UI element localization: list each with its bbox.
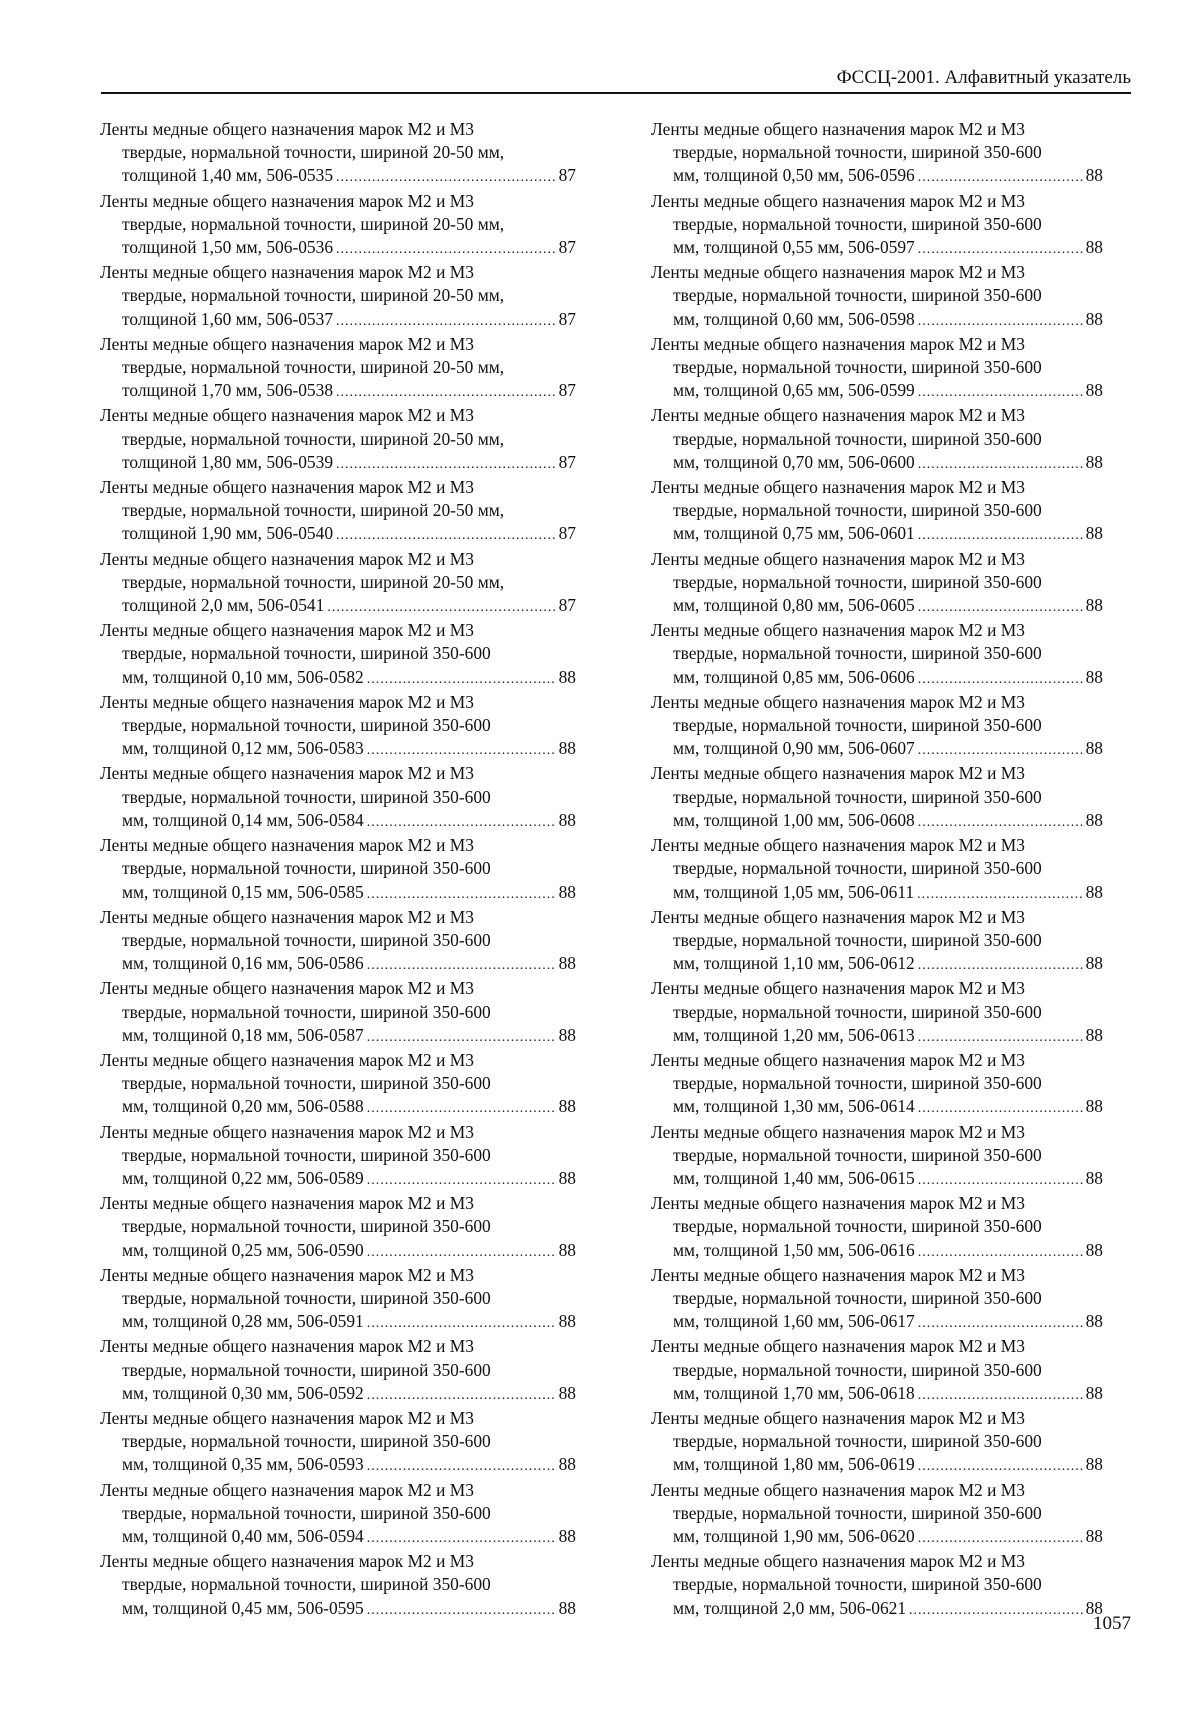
entry-last-line bbox=[100, 666, 576, 691]
entry-last-line bbox=[100, 1453, 576, 1478]
entry-page-ref: 88 bbox=[558, 738, 576, 759]
dot-leader bbox=[336, 166, 556, 189]
index-entry bbox=[651, 834, 1103, 906]
index-entry bbox=[651, 190, 1103, 262]
index-entry bbox=[100, 190, 576, 262]
entry-text-line: мм, толщиной 0,22 мм, 506-0589 bbox=[122, 1167, 364, 1188]
entry-last-line bbox=[651, 594, 1103, 619]
entry-text-line: Ленты медные общего назначения марок М2 и М3 bbox=[651, 1479, 1025, 1500]
index-entry bbox=[651, 977, 1103, 1049]
entry-text-line: твердые, нормальной точности, шириной 350-600 bbox=[122, 1216, 491, 1237]
entry-page-ref: 87 bbox=[558, 451, 576, 472]
entry-text-line: мм, толщиной 0,75 мм, 506-0601 bbox=[673, 523, 915, 544]
entry-last-line bbox=[651, 164, 1103, 189]
entry-text-line: твердые, нормальной точности, шириной 350-600 bbox=[122, 1144, 491, 1165]
dot-leader bbox=[367, 1241, 556, 1264]
entry-text-line: твердые, нормальной точности, шириной 20-50 мм, bbox=[122, 285, 505, 306]
entry-text-line: Ленты медные общего назначения марок М2 и М3 bbox=[100, 477, 474, 498]
index-entry bbox=[651, 1335, 1103, 1407]
entry-page-ref: 88 bbox=[1085, 451, 1103, 472]
entry-page-ref: 87 bbox=[558, 237, 576, 258]
dot-leader bbox=[918, 1097, 1083, 1120]
entry-text-line: твердые, нормальной точности, шириной 350-600 bbox=[673, 1574, 1042, 1595]
entry-text-line: твердые, нормальной точности, шириной 350-600 bbox=[673, 285, 1042, 306]
index-entry bbox=[100, 118, 576, 190]
index-entry bbox=[100, 1121, 576, 1193]
entry-text-line: твердые, нормальной точности, шириной 350-600 bbox=[673, 1359, 1042, 1380]
index-entry bbox=[651, 548, 1103, 620]
dot-leader bbox=[367, 954, 556, 977]
entry-page-ref: 88 bbox=[1085, 1525, 1103, 1546]
entry-page-ref: 87 bbox=[558, 380, 576, 401]
dot-leader bbox=[918, 811, 1083, 834]
entry-text-line: твердые, нормальной точности, шириной 350-600 bbox=[673, 1001, 1042, 1022]
entry-text-line: толщиной 1,80 мм, 506-0539 bbox=[122, 451, 334, 472]
dot-leader bbox=[918, 1527, 1083, 1550]
entry-text-line: толщиной 1,50 мм, 506-0536 bbox=[122, 237, 334, 258]
entry-text-line: мм, толщиной 0,45 мм, 506-0595 bbox=[122, 1597, 364, 1618]
entry-last-line bbox=[100, 594, 576, 619]
entry-page-ref: 88 bbox=[558, 953, 576, 974]
entry-page-ref: 88 bbox=[558, 809, 576, 830]
dot-leader bbox=[918, 954, 1083, 977]
entry-text-line: мм, толщиной 0,14 мм, 506-0584 bbox=[122, 809, 364, 830]
entry-text-line: твердые, нормальной точности, шириной 350-600 bbox=[673, 1287, 1042, 1308]
entry-text-line: Ленты медные общего назначения марок М2 и М3 bbox=[651, 906, 1025, 927]
entry-text-line: твердые, нормальной точности, шириной 350-600 bbox=[673, 715, 1042, 736]
entry-page-ref: 88 bbox=[1085, 1096, 1103, 1117]
entry-last-line bbox=[651, 522, 1103, 547]
index-entry bbox=[100, 1335, 576, 1407]
dot-leader bbox=[336, 381, 556, 404]
entry-text-line: Ленты медные общего назначения марок М2 и М3 bbox=[100, 1551, 474, 1572]
entry-text-line: твердые, нормальной точности, шириной 350-600 bbox=[673, 428, 1042, 449]
index-entry bbox=[651, 619, 1103, 691]
entry-page-ref: 88 bbox=[558, 1311, 576, 1332]
index-entry bbox=[651, 333, 1103, 405]
index-entry bbox=[100, 1479, 576, 1551]
entry-page-ref: 88 bbox=[1085, 1311, 1103, 1332]
entry-page-ref: 88 bbox=[558, 1382, 576, 1403]
entry-text-line: Ленты медные общего назначения марок М2 и М3 bbox=[100, 548, 474, 569]
entry-last-line bbox=[651, 1239, 1103, 1264]
dot-leader bbox=[918, 1384, 1083, 1407]
entry-last-line bbox=[651, 666, 1103, 691]
index-entry bbox=[651, 1407, 1103, 1479]
entry-text-line: Ленты медные общего назначения марок М2 и М3 bbox=[100, 835, 474, 856]
index-entry bbox=[100, 762, 576, 834]
entry-text-line: Ленты медные общего назначения марок М2 и М3 bbox=[100, 405, 474, 426]
dot-leader bbox=[367, 739, 556, 762]
entry-text-line: твердые, нормальной точности, шириной 350-600 bbox=[122, 643, 491, 664]
entry-page-ref: 88 bbox=[1085, 237, 1103, 258]
index-entry bbox=[100, 691, 576, 763]
dot-leader bbox=[367, 1097, 556, 1120]
entry-text-line: мм, толщиной 0,90 мм, 506-0607 bbox=[673, 738, 915, 759]
entry-text-line: мм, толщиной 0,20 мм, 506-0588 bbox=[122, 1096, 364, 1117]
entry-page-ref: 88 bbox=[1085, 953, 1103, 974]
entry-last-line bbox=[100, 881, 576, 906]
entry-page-ref: 88 bbox=[1085, 1454, 1103, 1475]
index-entry bbox=[100, 1049, 576, 1121]
entry-page-ref: 88 bbox=[1085, 666, 1103, 687]
dot-leader bbox=[367, 1312, 556, 1335]
entry-last-line bbox=[100, 1024, 576, 1049]
dot-leader bbox=[917, 883, 1083, 906]
entry-text-line: Ленты медные общего назначения марок М2 и М3 bbox=[651, 262, 1025, 283]
entry-text-line: мм, толщиной 0,18 мм, 506-0587 bbox=[122, 1024, 364, 1045]
entry-text-line: твердые, нормальной точности, шириной 350-600 bbox=[122, 1359, 491, 1380]
dot-leader bbox=[918, 1026, 1083, 1049]
entry-text-line: мм, толщиной 1,90 мм, 506-0620 bbox=[673, 1525, 915, 1546]
entry-text-line: мм, толщиной 1,40 мм, 506-0615 bbox=[673, 1167, 915, 1188]
entry-text-line: Ленты медные общего назначения марок М2 и М3 bbox=[651, 835, 1025, 856]
entry-text-line: твердые, нормальной точности, шириной 350-600 bbox=[122, 715, 491, 736]
entry-last-line bbox=[651, 952, 1103, 977]
entry-text-line: мм, толщиной 0,85 мм, 506-0606 bbox=[673, 666, 915, 687]
entry-last-line bbox=[100, 164, 576, 189]
entry-text-line: мм, толщиной 1,80 мм, 506-0619 bbox=[673, 1454, 915, 1475]
entry-last-line bbox=[100, 1167, 576, 1192]
entry-text-line: мм, толщиной 0,15 мм, 506-0585 bbox=[122, 881, 364, 902]
entry-last-line bbox=[651, 1597, 1103, 1622]
index-entry bbox=[100, 906, 576, 978]
entry-text-line: Ленты медные общего назначения марок М2 и М3 bbox=[651, 1551, 1025, 1572]
entry-page-ref: 88 bbox=[558, 1597, 576, 1618]
entry-last-line bbox=[100, 379, 576, 404]
dot-leader bbox=[909, 1599, 1083, 1622]
dot-leader bbox=[336, 310, 556, 333]
entry-text-line: Ленты медные общего назначения марок М2 и М3 bbox=[100, 1121, 474, 1142]
entry-text-line: твердые, нормальной точности, шириной 350-600 bbox=[122, 786, 491, 807]
dot-leader bbox=[367, 1384, 556, 1407]
entry-page-ref: 88 bbox=[1085, 1167, 1103, 1188]
entry-text-line: мм, толщиной 0,12 мм, 506-0583 bbox=[122, 738, 364, 759]
entry-text-line: твердые, нормальной точности, шириной 20-50 мм, bbox=[122, 500, 505, 521]
index-entry bbox=[651, 1550, 1103, 1622]
entry-text-line: Ленты медные общего назначения марок М2 и М3 bbox=[100, 1264, 474, 1285]
dot-leader bbox=[367, 1455, 556, 1478]
entry-text-line: толщиной 1,70 мм, 506-0538 bbox=[122, 380, 334, 401]
entry-text-line: Ленты медные общего назначения марок М2 и М3 bbox=[651, 548, 1025, 569]
entry-text-line: толщиной 1,90 мм, 506-0540 bbox=[122, 523, 334, 544]
entry-text-line: твердые, нормальной точности, шириной 350-600 bbox=[673, 858, 1042, 879]
dot-leader bbox=[327, 596, 555, 619]
entry-text-line: Ленты медные общего назначения марок М2 и М3 bbox=[100, 333, 474, 354]
entry-text-line: Ленты медные общего назначения марок М2 и М3 bbox=[100, 978, 474, 999]
entry-last-line bbox=[100, 522, 576, 547]
index-entry bbox=[651, 1121, 1103, 1193]
entry-page-ref: 88 bbox=[1085, 809, 1103, 830]
entry-page-ref: 88 bbox=[558, 1024, 576, 1045]
dot-leader bbox=[367, 883, 556, 906]
entry-text-line: Ленты медные общего назначения марок М2 и М3 bbox=[651, 190, 1025, 211]
entry-text-line: Ленты медные общего назначения марок М2 и М3 bbox=[651, 1193, 1025, 1214]
index-entry bbox=[651, 476, 1103, 548]
entry-last-line bbox=[651, 1167, 1103, 1192]
entry-text-line: Ленты медные общего назначения марок М2 и М3 bbox=[651, 405, 1025, 426]
entry-text-line: мм, толщиной 0,25 мм, 506-0590 bbox=[122, 1239, 364, 1260]
entry-page-ref: 88 bbox=[1085, 738, 1103, 759]
index-entry bbox=[651, 118, 1103, 190]
dot-leader bbox=[918, 381, 1083, 404]
entry-text-line: мм, толщиной 0,35 мм, 506-0593 bbox=[122, 1454, 364, 1475]
entry-text-line: твердые, нормальной точности, шириной 350-600 bbox=[122, 1574, 491, 1595]
index-entry bbox=[100, 476, 576, 548]
entry-page-ref: 88 bbox=[1085, 1597, 1103, 1618]
entry-text-line: твердые, нормальной точности, шириной 20-50 мм, bbox=[122, 571, 505, 592]
index-entry bbox=[100, 1550, 576, 1622]
entry-text-line: мм, толщиной 1,70 мм, 506-0618 bbox=[673, 1382, 915, 1403]
entry-text-line: мм, толщиной 1,05 мм, 506-0611 bbox=[673, 881, 915, 902]
index-entry bbox=[651, 404, 1103, 476]
entry-text-line: твердые, нормальной точности, шириной 350-600 bbox=[673, 1073, 1042, 1094]
entry-text-line: Ленты медные общего назначения марок М2 и М3 bbox=[100, 906, 474, 927]
dot-leader bbox=[918, 668, 1083, 691]
entry-last-line bbox=[100, 737, 576, 762]
entry-text-line: твердые, нормальной точности, шириной 20-50 мм, bbox=[122, 428, 505, 449]
entry-last-line bbox=[651, 379, 1103, 404]
entry-page-ref: 88 bbox=[558, 1167, 576, 1188]
dot-leader bbox=[336, 453, 556, 476]
entry-last-line bbox=[100, 809, 576, 834]
index-entry bbox=[100, 1192, 576, 1264]
dot-leader bbox=[367, 1169, 556, 1192]
index-entry bbox=[100, 834, 576, 906]
entry-text-line: Ленты медные общего назначения марок М2 и М3 bbox=[651, 1049, 1025, 1070]
entry-last-line bbox=[651, 308, 1103, 333]
dot-leader bbox=[918, 310, 1083, 333]
entry-text-line: Ленты медные общего назначения марок М2 и М3 bbox=[100, 119, 474, 139]
entry-text-line: Ленты медные общего назначения марок М2 и М3 bbox=[100, 1407, 474, 1428]
entry-text-line: мм, толщиной 1,00 мм, 506-0608 bbox=[673, 809, 915, 830]
entry-text-line: твердые, нормальной точности, шириной 350-600 bbox=[673, 213, 1042, 234]
entry-text-line: твердые, нормальной точности, шириной 350-600 bbox=[673, 1431, 1042, 1452]
entry-text-line: мм, толщиной 0,55 мм, 506-0597 bbox=[673, 237, 915, 258]
entry-last-line bbox=[100, 1382, 576, 1407]
entry-page-ref: 88 bbox=[558, 881, 576, 902]
index-entry bbox=[100, 333, 576, 405]
entry-last-line bbox=[100, 1239, 576, 1264]
entry-text-line: толщиной 1,40 мм, 506-0535 bbox=[122, 165, 334, 186]
index-entry bbox=[100, 619, 576, 691]
entry-last-line bbox=[651, 1525, 1103, 1550]
entry-last-line bbox=[100, 1597, 576, 1622]
index-entry bbox=[651, 1479, 1103, 1551]
entry-last-line bbox=[651, 1095, 1103, 1120]
entry-text-line: твердые, нормальной точности, шириной 350-600 bbox=[122, 1287, 491, 1308]
entry-text-line: мм, толщиной 1,50 мм, 506-0616 bbox=[673, 1239, 915, 1260]
entry-last-line bbox=[651, 451, 1103, 476]
entry-text-line: Ленты медные общего назначения марок М2 и М3 bbox=[651, 119, 1025, 139]
index-entry bbox=[100, 1407, 576, 1479]
entry-text-line: Ленты медные общего назначения марок М2 и М3 bbox=[651, 333, 1025, 354]
entry-text-line: твердые, нормальной точности, шириной 350-600 bbox=[122, 1001, 491, 1022]
entry-last-line bbox=[100, 1310, 576, 1335]
dot-leader bbox=[367, 668, 556, 691]
entry-text-line: мм, толщиной 0,10 мм, 506-0582 bbox=[122, 666, 364, 687]
dot-leader bbox=[918, 524, 1083, 547]
entry-last-line bbox=[100, 952, 576, 977]
entry-text-line: мм, толщиной 1,10 мм, 506-0612 bbox=[673, 953, 915, 974]
entry-last-line bbox=[651, 236, 1103, 261]
entry-text-line: твердые, нормальной точности, шириной 350-600 bbox=[673, 1216, 1042, 1237]
dot-leader bbox=[336, 238, 556, 261]
dot-leader bbox=[918, 1241, 1083, 1264]
entry-text-line: твердые, нормальной точности, шириной 350-600 bbox=[673, 929, 1042, 950]
entry-page-ref: 88 bbox=[1085, 380, 1103, 401]
dot-leader bbox=[918, 453, 1083, 476]
entry-text-line: Ленты медные общего назначения марок М2 и М3 bbox=[651, 978, 1025, 999]
page-header-title: ФССЦ-2001. Алфавитный указатель bbox=[836, 67, 1131, 88]
entry-page-ref: 87 bbox=[558, 308, 576, 329]
index-entry bbox=[651, 261, 1103, 333]
entry-last-line bbox=[651, 1382, 1103, 1407]
entry-page-ref: 88 bbox=[1085, 595, 1103, 616]
entry-text-line: твердые, нормальной точности, шириной 350-600 bbox=[673, 357, 1042, 378]
entry-text-line: твердые, нормальной точности, шириной 350-600 bbox=[673, 1502, 1042, 1523]
index-column-left bbox=[100, 118, 576, 1622]
dot-leader bbox=[336, 524, 556, 547]
index-entry bbox=[100, 977, 576, 1049]
index-entry bbox=[100, 548, 576, 620]
dot-leader bbox=[367, 1599, 556, 1622]
entry-text-line: мм, толщиной 0,30 мм, 506-0592 bbox=[122, 1382, 364, 1403]
entry-text-line: Ленты медные общего назначения марок М2 и М3 bbox=[100, 1479, 474, 1500]
dot-leader bbox=[918, 1169, 1083, 1192]
entry-text-line: мм, толщиной 1,60 мм, 506-0617 bbox=[673, 1311, 915, 1332]
entry-last-line bbox=[100, 1525, 576, 1550]
dot-leader bbox=[367, 811, 556, 834]
index-entry bbox=[100, 261, 576, 333]
entry-text-line: Ленты медные общего назначения марок М2 и М3 bbox=[100, 763, 474, 784]
entry-text-line: мм, толщиной 0,16 мм, 506-0586 bbox=[122, 953, 364, 974]
dot-leader bbox=[918, 238, 1083, 261]
entry-page-ref: 88 bbox=[558, 1239, 576, 1260]
entry-page-ref: 88 bbox=[1085, 881, 1103, 902]
entry-last-line bbox=[100, 236, 576, 261]
entry-text-line: Ленты медные общего назначения марок М2 и М3 bbox=[651, 691, 1025, 712]
entry-text-line: толщиной 2,0 мм, 506-0541 bbox=[122, 595, 325, 616]
dot-leader bbox=[918, 1312, 1083, 1335]
entry-text-line: твердые, нормальной точности, шириной 350-600 bbox=[122, 1073, 491, 1094]
dot-leader bbox=[367, 1026, 556, 1049]
header-divider bbox=[101, 92, 1131, 94]
entry-page-ref: 88 bbox=[1085, 1239, 1103, 1260]
entry-text-line: Ленты медные общего назначения марок М2 и М3 bbox=[651, 477, 1025, 498]
entry-text-line: мм, толщиной 0,50 мм, 506-0596 bbox=[673, 165, 915, 186]
entry-text-line: мм, толщиной 2,0 мм, 506-0621 bbox=[673, 1597, 907, 1618]
entry-text-line: Ленты медные общего назначения марок М2 и М3 bbox=[100, 691, 474, 712]
index-entry bbox=[651, 762, 1103, 834]
entry-text-line: твердые, нормальной точности, шириной 20-50 мм, bbox=[122, 142, 505, 163]
entry-text-line: Ленты медные общего назначения марок М2 и М3 bbox=[651, 1121, 1025, 1142]
entry-text-line: мм, толщиной 0,60 мм, 506-0598 bbox=[673, 308, 915, 329]
entry-page-ref: 88 bbox=[1085, 1382, 1103, 1403]
index-entry bbox=[100, 404, 576, 476]
dot-leader bbox=[367, 1527, 556, 1550]
entry-last-line bbox=[651, 881, 1103, 906]
entry-last-line bbox=[651, 1453, 1103, 1478]
entry-text-line: твердые, нормальной точности, шириной 350-600 bbox=[673, 500, 1042, 521]
index-entry bbox=[651, 906, 1103, 978]
entry-text-line: твердые, нормальной точности, шириной 20-50 мм, bbox=[122, 357, 505, 378]
dot-leader bbox=[918, 1455, 1083, 1478]
entry-text-line: твердые, нормальной точности, шириной 350-600 bbox=[122, 858, 491, 879]
dot-leader bbox=[918, 596, 1083, 619]
entry-page-ref: 88 bbox=[558, 1525, 576, 1546]
entry-text-line: толщиной 1,60 мм, 506-0537 bbox=[122, 308, 334, 329]
entry-last-line bbox=[100, 308, 576, 333]
entry-text-line: Ленты медные общего назначения марок М2 и М3 bbox=[651, 620, 1025, 641]
entry-page-ref: 87 bbox=[558, 165, 576, 186]
page-number: 1057 bbox=[1093, 1613, 1131, 1634]
index-entry bbox=[651, 1192, 1103, 1264]
entry-page-ref: 88 bbox=[558, 666, 576, 687]
entry-text-line: мм, толщиной 0,28 мм, 506-0591 bbox=[122, 1311, 364, 1332]
entry-last-line bbox=[100, 451, 576, 476]
entry-text-line: Ленты медные общего назначения марок М2 и М3 bbox=[100, 1336, 474, 1357]
entry-text-line: мм, толщиной 1,20 мм, 506-0613 bbox=[673, 1024, 915, 1045]
entry-text-line: Ленты медные общего назначения марок М2 и М3 bbox=[100, 262, 474, 283]
entry-text-line: Ленты медные общего назначения марок М2 и М3 bbox=[651, 763, 1025, 784]
dot-leader bbox=[918, 739, 1083, 762]
entry-page-ref: 88 bbox=[558, 1096, 576, 1117]
entry-text-line: твердые, нормальной точности, шириной 350-600 bbox=[122, 1431, 491, 1452]
entry-last-line bbox=[651, 1024, 1103, 1049]
index-entry bbox=[651, 1264, 1103, 1336]
entry-text-line: твердые, нормальной точности, шириной 350-600 bbox=[673, 1144, 1042, 1165]
index-entry bbox=[651, 691, 1103, 763]
entry-page-ref: 87 bbox=[558, 523, 576, 544]
index-column-right bbox=[651, 118, 1103, 1622]
entry-text-line: мм, толщиной 0,70 мм, 506-0600 bbox=[673, 451, 915, 472]
entry-text-line: Ленты медные общего назначения марок М2 и М3 bbox=[100, 1049, 474, 1070]
entry-page-ref: 88 bbox=[558, 1454, 576, 1475]
entry-text-line: твердые, нормальной точности, шириной 20-50 мм, bbox=[122, 213, 505, 234]
entry-page-ref: 88 bbox=[1085, 523, 1103, 544]
entry-last-line bbox=[100, 1095, 576, 1120]
entry-text-line: мм, толщиной 1,30 мм, 506-0614 bbox=[673, 1096, 915, 1117]
entry-last-line bbox=[651, 1310, 1103, 1335]
entry-text-line: Ленты медные общего назначения марок М2 и М3 bbox=[100, 620, 474, 641]
entry-text-line: твердые, нормальной точности, шириной 350-600 bbox=[673, 786, 1042, 807]
entry-text-line: Ленты медные общего назначения марок М2 и М3 bbox=[651, 1407, 1025, 1428]
entry-text-line: мм, толщиной 0,40 мм, 506-0594 bbox=[122, 1525, 364, 1546]
entry-last-line bbox=[651, 809, 1103, 834]
entry-page-ref: 88 bbox=[1085, 165, 1103, 186]
entry-text-line: Ленты медные общего назначения марок М2 и М3 bbox=[651, 1336, 1025, 1357]
entry-page-ref: 88 bbox=[1085, 1024, 1103, 1045]
entry-text-line: твердые, нормальной точности, шириной 350-600 bbox=[673, 643, 1042, 664]
entry-text-line: Ленты медные общего назначения марок М2 и М3 bbox=[651, 1264, 1025, 1285]
entry-page-ref: 88 bbox=[1085, 308, 1103, 329]
entry-text-line: твердые, нормальной точности, шириной 350-600 bbox=[122, 929, 491, 950]
dot-leader bbox=[918, 166, 1083, 189]
entry-page-ref: 87 bbox=[558, 595, 576, 616]
entry-text-line: твердые, нормальной точности, шириной 350-600 bbox=[673, 142, 1042, 163]
entry-text-line: Ленты медные общего назначения марок М2 и М3 bbox=[100, 190, 474, 211]
entry-text-line: мм, толщиной 0,80 мм, 506-0605 bbox=[673, 595, 915, 616]
index-entry bbox=[100, 1264, 576, 1336]
entry-last-line bbox=[651, 737, 1103, 762]
entry-text-line: твердые, нормальной точности, шириной 350-600 bbox=[673, 571, 1042, 592]
entry-text-line: твердые, нормальной точности, шириной 350-600 bbox=[122, 1502, 491, 1523]
entry-text-line: Ленты медные общего назначения марок М2 и М3 bbox=[100, 1193, 474, 1214]
index-entry bbox=[651, 1049, 1103, 1121]
entry-text-line: мм, толщиной 0,65 мм, 506-0599 bbox=[673, 380, 915, 401]
